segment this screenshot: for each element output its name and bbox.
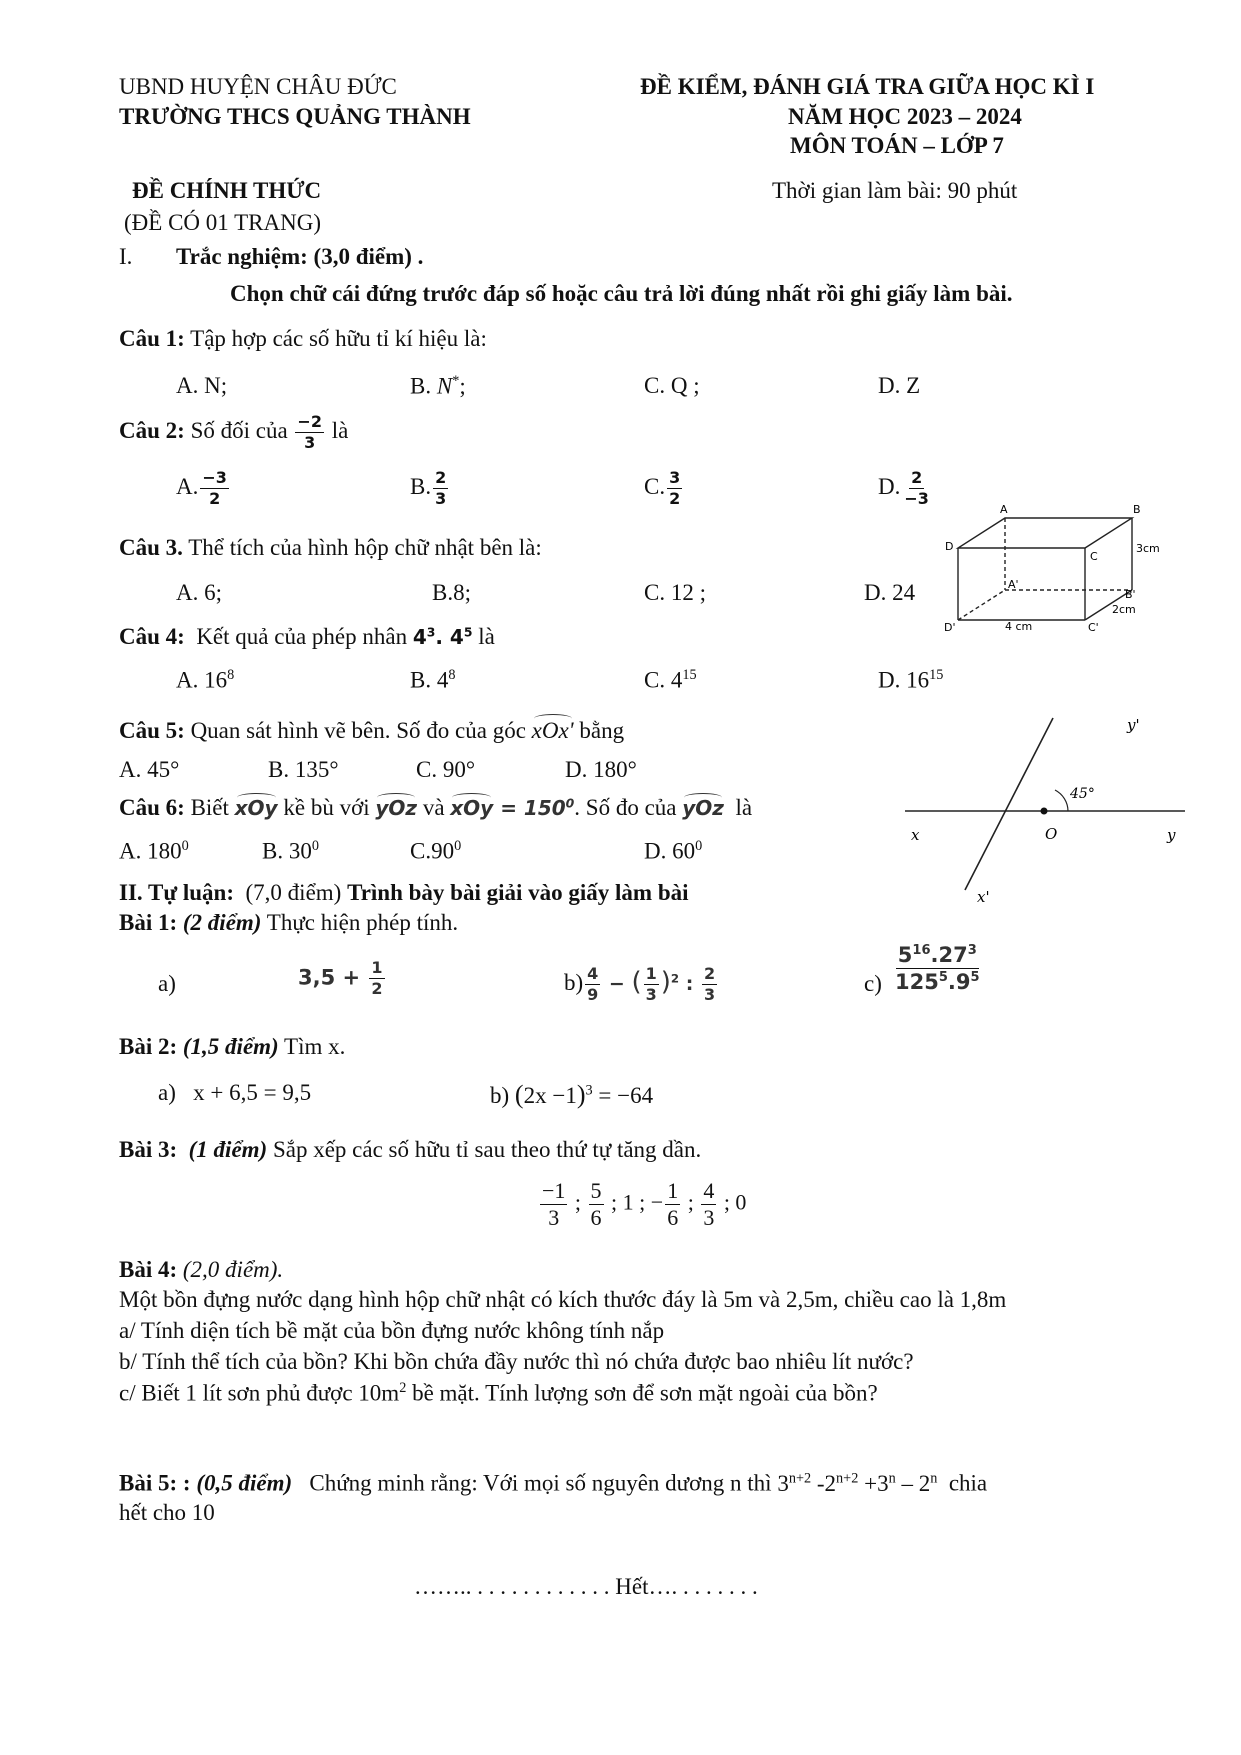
q2-fraction bbox=[295, 414, 324, 451]
q2-option-b-label: B. bbox=[410, 473, 432, 499]
q5-text: Quan sát hình vẽ bên. Số đo của góc bbox=[190, 718, 526, 743]
q1-option-b-symbol: N bbox=[436, 373, 453, 399]
label-O: O bbox=[1045, 825, 1058, 843]
q1-option-c: C. Q ; bbox=[644, 373, 700, 398]
bai1-label: Bài 1: bbox=[119, 910, 178, 935]
bai4-line4: c/ Biết 1 lít sơn phủ được $10m^2$ bề mặt. Tính lượng sơn để sơn mặt ngoài của bồn? bbox=[119, 1380, 878, 1406]
district-name: UBND HUYỆN CHÂU ĐỨC bbox=[119, 74, 397, 99]
q1-label: Câu 1: bbox=[119, 326, 185, 351]
q6-option-a: A. $180^0$ bbox=[119, 838, 189, 864]
line-x2y2 bbox=[965, 718, 1053, 890]
q2-option-c-frac bbox=[667, 470, 682, 507]
q6-option-d: D. $60^0$ bbox=[644, 838, 703, 864]
q3-option-c: C. 12 ; bbox=[644, 580, 706, 605]
bai2-text: Tìm x. bbox=[284, 1034, 346, 1059]
q2-a-den: 2 bbox=[209, 489, 221, 508]
bai4-line2: a/ Tính diện tích bề mặt của bồn đựng nước không tính nắp bbox=[119, 1318, 665, 1343]
q2-d-num: 2 bbox=[911, 468, 923, 487]
q6-option-b-val: B. 30 bbox=[262, 838, 312, 864]
q3-option-a: A. 6; bbox=[176, 580, 222, 605]
bai2-label: Bài 2: bbox=[119, 1034, 178, 1059]
bai1-c-label: c) bbox=[864, 971, 882, 996]
label-y2: y' bbox=[1127, 716, 1140, 734]
q4-option-b: B. $4^8$ bbox=[410, 667, 456, 693]
q4-option-a-base: A. 16 bbox=[176, 667, 228, 693]
bai5-line1 bbox=[119, 1470, 987, 1497]
part2-instruction: Trình bày bài giải vào giấy làm bài bbox=[347, 880, 689, 905]
q3-option-d: D. 24 bbox=[864, 580, 916, 605]
q2-option-c bbox=[644, 470, 684, 507]
q4-option-d: D. $16^{15}$ bbox=[878, 667, 944, 693]
bai5-chia: chia bbox=[948, 1470, 988, 1496]
q2-option-b bbox=[410, 470, 450, 507]
bai3-number-list: $\frac{-1}{3}$ ; $\frac{5}{6}$ ; 1 ; − $\frac{1}{6}$ ; $\frac{4}{3}$ ; 0 bbox=[542, 1178, 747, 1230]
box-label-A2: A' bbox=[1008, 578, 1019, 591]
q2-option-a bbox=[176, 470, 231, 507]
box-hidden-edge bbox=[958, 590, 1005, 620]
school-year: NĂM HỌC 2023 – 2024 bbox=[788, 104, 1022, 129]
part2-heading bbox=[119, 880, 689, 906]
box-length-label: 4 cm bbox=[1005, 620, 1033, 633]
bai2-a-expression: x + 6,5 = 9,5 bbox=[193, 1080, 312, 1105]
bai2-heading bbox=[119, 1034, 345, 1060]
q6-tail: là bbox=[735, 795, 753, 820]
box-label-D2: D' bbox=[944, 621, 956, 634]
angle-figure bbox=[905, 712, 1205, 912]
q1-option-b-prefix: B. bbox=[410, 373, 437, 399]
bai5-text: Chứng minh rằng: Với mọi số nguyên dương n thì bbox=[309, 1470, 772, 1496]
q1-option-d: D. Z bbox=[878, 373, 921, 398]
q2-c-num: 3 bbox=[669, 468, 681, 487]
label-y: y bbox=[1167, 826, 1176, 844]
box-label-D: D bbox=[945, 540, 954, 553]
label-angle: 45° bbox=[1070, 786, 1095, 802]
bai4-line3: b/ Tính thể tích của bồn? Khi bồn chứa đầy nước thì nó chứa được bao nhiêu lít nước? bbox=[119, 1349, 914, 1374]
q4-expression: $4^3$. $4^5$ bbox=[412, 624, 473, 649]
q3-stem bbox=[119, 535, 542, 561]
q2-option-a-label: A. bbox=[176, 473, 199, 499]
q4-option-c: C. $4^{15}$ bbox=[644, 667, 697, 693]
angle-xOx2: xOx' bbox=[531, 718, 574, 743]
bai4-label: Bài 4: bbox=[119, 1257, 178, 1282]
q2-text: Số đối của bbox=[190, 417, 288, 443]
bai4-line4-post: bề mặt. Tính lượng sơn để sơn mặt ngoài của bồn? bbox=[406, 1380, 878, 1406]
bai3-text: Sắp xếp các số hữu tỉ sau theo thứ tự tăng dần. bbox=[272, 1137, 702, 1162]
q5-option-d: D. 180° bbox=[565, 757, 637, 782]
q5-tail: bằng bbox=[579, 718, 625, 743]
q3-label: Câu 3. bbox=[119, 535, 183, 560]
q2-option-c-label: C. bbox=[644, 473, 666, 499]
q2-fraction-num: −2 bbox=[297, 412, 322, 431]
box-label-C: C bbox=[1090, 550, 1098, 563]
q1-option-b-suffix: ; bbox=[459, 373, 466, 399]
bai1-c-expression: $\frac{5^{16}.27^3}{125^5.9^5}$ bbox=[895, 943, 980, 994]
q2-option-d-frac bbox=[902, 470, 931, 507]
box-height-label: 3cm bbox=[1136, 542, 1160, 555]
end-marker: …….. . . . . . . . . . . . . Hết…. . . . . . . . bbox=[414, 1574, 758, 1599]
part1-title: Trắc nghiệm: (3,0 điểm) . bbox=[176, 244, 424, 269]
angle-yOz: yOz bbox=[375, 796, 418, 820]
bai4-line1: Một bồn đựng nước dạng hình hộp chữ nhật có kích thước đáy là 5m và 2,5m, chiều cao là 1,8m bbox=[119, 1287, 1007, 1312]
rectangular-box-figure bbox=[940, 500, 1170, 635]
bai5-expression: $3^{n+2}$ $-2^{n+2} +3^n - 2^n$ bbox=[777, 1470, 938, 1496]
box-label-B2: B' bbox=[1125, 588, 1136, 601]
label-x2: x' bbox=[977, 888, 990, 906]
bai4-heading bbox=[119, 1257, 283, 1283]
bai1-b-expression: b) $\frac{4}{9}$ − ( $\frac{1}{3}$ )$^2$ : $\frac{2}{3}$ bbox=[564, 964, 716, 1004]
q2-option-a-frac bbox=[200, 470, 229, 507]
q6-option-b: B. $30^0$ bbox=[262, 838, 319, 864]
page-count: (ĐỀ CÓ 01 TRANG) bbox=[124, 210, 321, 235]
part1-numeral: I. bbox=[119, 244, 133, 269]
q2-label: Câu 2: bbox=[119, 417, 185, 443]
bai4-points: (2,0 điểm). bbox=[182, 1257, 284, 1282]
point-O bbox=[1041, 808, 1048, 815]
bai2-a-label: a) bbox=[158, 1080, 176, 1105]
bai1-b-label: b) bbox=[564, 970, 584, 995]
q1-stem bbox=[119, 326, 487, 352]
box-label-C2: C' bbox=[1088, 621, 1099, 634]
bai2-points: (1,5 điểm) bbox=[182, 1034, 279, 1059]
bai2-b-expression-tail: = −64 bbox=[592, 1083, 654, 1108]
angle-yOz-2: yOz bbox=[682, 796, 724, 820]
q2-option-d bbox=[878, 470, 933, 507]
bai1-points: (2 điểm) bbox=[182, 910, 262, 935]
bai1-a-label: a) bbox=[158, 971, 176, 996]
q4-label: Câu 4: bbox=[119, 624, 185, 649]
q5-option-a: A. 45° bbox=[119, 757, 180, 782]
bai3-points: (1 điểm) bbox=[188, 1137, 268, 1162]
bai3-heading bbox=[119, 1137, 701, 1163]
bai1-heading bbox=[119, 910, 458, 936]
bai2-a bbox=[158, 1080, 311, 1106]
bai5-label: Bài 5: : bbox=[119, 1470, 191, 1496]
bai2-b: b) $(2x -1)^3 = -64$ bbox=[490, 1080, 654, 1109]
label-x: x bbox=[911, 826, 920, 844]
equation-xOy-150: xOy = $150^0$ bbox=[450, 795, 575, 820]
exam-title: ĐỀ KIỂM, ĐÁNH GIÁ TRA GIỮA HỌC KÌ I bbox=[640, 74, 1095, 99]
q1-text: Tập hợp các số hữu tỉ kí hiệu là: bbox=[190, 326, 487, 351]
q5-stem bbox=[119, 718, 624, 744]
subject: MÔN TOÁN – LỚP 7 bbox=[790, 133, 1004, 158]
q6-text3: và bbox=[422, 795, 445, 820]
q2-option-b-frac bbox=[433, 470, 448, 507]
q4-stem bbox=[119, 624, 495, 650]
school-name: TRƯỜNG THCS QUẢNG THÀNH bbox=[119, 104, 471, 129]
q2-fraction-den: 3 bbox=[304, 433, 316, 452]
q6-text2: kề bù với bbox=[283, 795, 370, 820]
time-limit: Thời gian làm bài: 90 phút bbox=[772, 178, 1018, 203]
box-label-B: B bbox=[1133, 503, 1141, 516]
part2-points: (7,0 điểm) bbox=[245, 880, 342, 905]
angle-xOy: xOy bbox=[234, 796, 278, 820]
angle-arc bbox=[1055, 790, 1068, 811]
q2-d-den: −3 bbox=[904, 489, 929, 508]
q5-option-c: C. 90° bbox=[416, 757, 476, 782]
q4-option-a: A. $16^8$ bbox=[176, 667, 235, 693]
bai4-line4-pre: c/ Biết 1 lít sơn phủ được 10m bbox=[119, 1380, 400, 1406]
q2-b-num: 2 bbox=[435, 468, 447, 487]
q2-stem bbox=[119, 414, 348, 451]
part1-instruction: Chọn chữ cái đứng trước đáp số hoặc câu trả lời đúng nhất rồi ghi giấy làm bài. bbox=[230, 281, 1013, 306]
q1-option-b: B. N*; bbox=[410, 373, 466, 399]
bai1-text: Thực hiện phép tính. bbox=[266, 910, 459, 935]
bai3-label: Bài 3: bbox=[119, 1137, 178, 1162]
q4-tail: là bbox=[478, 624, 495, 649]
q4-option-b-base: B. 4 bbox=[410, 667, 449, 693]
bai5-line2: hết cho 10 bbox=[119, 1500, 215, 1525]
q6-text4: . Số đo của bbox=[574, 795, 677, 820]
q4-text: Kết quả của phép nhân bbox=[196, 624, 408, 649]
q6-option-d-val: D. 60 bbox=[644, 838, 696, 864]
box-top-face bbox=[958, 518, 1132, 548]
q2-tail: là bbox=[331, 417, 349, 443]
box-label-A: A bbox=[1000, 503, 1008, 516]
q6-option-c-val: C.90 bbox=[410, 838, 455, 864]
q3-text: Thể tích của hình hộp chữ nhật bên là: bbox=[188, 535, 542, 560]
q2-b-den: 3 bbox=[435, 489, 447, 508]
q5-label: Câu 5: bbox=[119, 718, 185, 743]
q5-option-b: B. 135° bbox=[268, 757, 339, 782]
q4-option-c-base: C. 4 bbox=[644, 667, 683, 693]
q1-option-a: A. N; bbox=[176, 373, 228, 398]
q6-text1: Biết bbox=[190, 795, 229, 820]
q6-label: Câu 6: bbox=[119, 795, 185, 820]
box-width-label: 2cm bbox=[1112, 603, 1136, 616]
q3-option-b: B.8; bbox=[432, 580, 471, 605]
q2-a-num: −3 bbox=[202, 468, 227, 487]
q2-c-den: 2 bbox=[669, 489, 681, 508]
official-label: ĐỀ CHÍNH THỨC bbox=[132, 178, 322, 203]
q2-option-d-label: D. bbox=[878, 473, 901, 499]
bai5-points: (0,5 điểm) bbox=[196, 1470, 293, 1496]
bai2-b-label: b) bbox=[490, 1083, 510, 1108]
bai1-a-expression: 3,5 + $\frac{1}{2}$ bbox=[298, 958, 383, 998]
q4-option-d-base: D. 16 bbox=[878, 667, 930, 693]
part2-title: II. Tự luận: bbox=[119, 880, 235, 905]
q6-option-a-val: A. 180 bbox=[119, 838, 182, 864]
q6-stem bbox=[119, 795, 752, 821]
q6-option-c: $C.90^0$ bbox=[410, 838, 462, 864]
